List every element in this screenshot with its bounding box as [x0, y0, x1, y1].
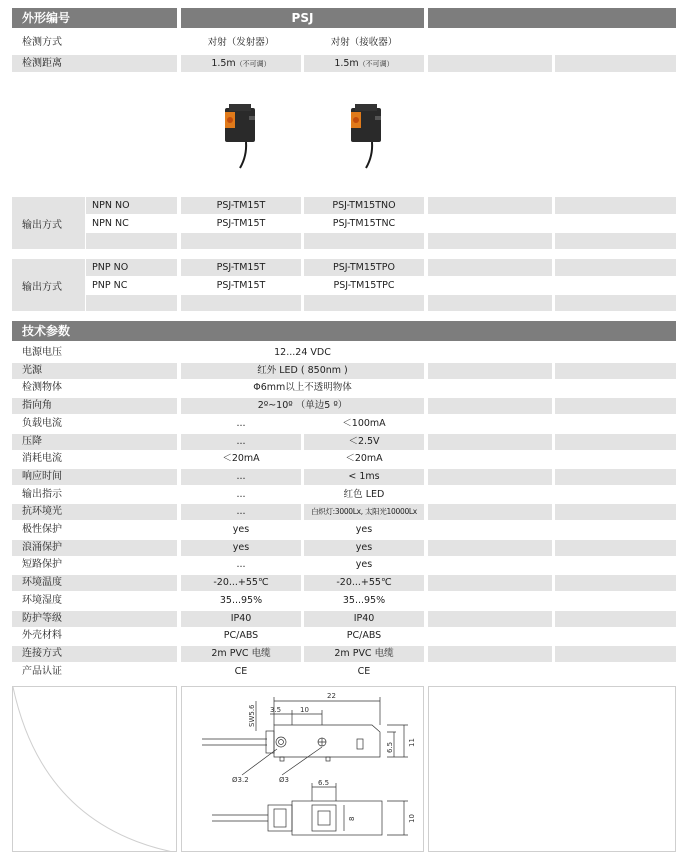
blank-cell: [428, 611, 552, 627]
blank-cell: [86, 295, 177, 311]
detect-distance-emitter: 1.5m（不可调）: [181, 55, 301, 72]
pnp-no-emitter: PSJ-TM15T: [181, 259, 301, 276]
npn-no-emitter: PSJ-TM15T: [181, 197, 301, 214]
blank-cell: [555, 504, 676, 520]
blank-cell: [428, 575, 552, 591]
spec-value-emitter: ...: [181, 504, 301, 520]
spec-value-receiver: 35...95%: [342, 595, 386, 606]
blank-cell: [428, 398, 552, 414]
npn-nc-receiver: PSJ-TM15TNC: [332, 218, 396, 229]
spec-value-emitter: yes: [232, 524, 250, 535]
bottom-left-panel: [12, 686, 177, 852]
spec-value-receiver: ＜100mA: [342, 418, 386, 429]
spec-label: 电源电压: [22, 347, 62, 358]
header-blank: [428, 8, 676, 28]
spec-value-emitter: ...: [181, 469, 301, 485]
spec-label: 环境湿度: [22, 595, 62, 606]
dim-22: 22: [327, 692, 336, 700]
spec-label: 指向角: [12, 398, 177, 414]
spec-label: 检测物体: [22, 382, 62, 393]
dimension-drawing: [181, 686, 424, 852]
blank-cell: [555, 434, 676, 450]
spec-value: 2º~10º （单边5 º）: [181, 398, 424, 414]
spec-label: 输出指示: [22, 489, 62, 500]
spec-value-emitter: ＜20mA: [222, 453, 260, 464]
blank-cell: [428, 469, 552, 485]
header-title: 外形编号: [12, 8, 177, 28]
spec-value-receiver: yes: [304, 540, 424, 556]
blank-cell: [555, 55, 676, 72]
spec-value-receiver: 红色 LED: [343, 489, 385, 500]
spec-value-emitter: yes: [181, 540, 301, 556]
spec-value-receiver: PC/ABS: [346, 630, 382, 641]
blank-cell: [304, 233, 424, 249]
pnp-no-receiver: PSJ-TM15TPO: [304, 259, 424, 276]
spec-label: 外壳材料: [22, 630, 62, 641]
blank-cell: [555, 363, 676, 379]
spec-value-receiver: yes: [355, 524, 373, 535]
detect-method-receiver: 对射（接收器）: [330, 37, 398, 48]
pnp-no-type: PNP NO: [86, 259, 177, 276]
dim-dia-3: Ø3: [279, 776, 289, 784]
spec-value-emitter: IP40: [181, 611, 301, 627]
spec-value-emitter: ...: [236, 559, 246, 570]
receiver-product-image: [342, 100, 392, 170]
blank-cell: [428, 540, 552, 556]
spec-value: 12...24 VDC: [274, 347, 331, 358]
blank-cell: [428, 197, 552, 214]
spec-value-receiver: yes: [355, 559, 373, 570]
blank-cell: [555, 259, 676, 276]
blank-cell: [555, 197, 676, 214]
dim-sw5-6: SW5.6: [248, 704, 256, 727]
dim-11: 11: [408, 738, 416, 747]
spec-label: 防护等级: [12, 611, 177, 627]
blank-cell: [428, 233, 552, 249]
header-model: PSJ: [181, 8, 424, 28]
blank-cell: [428, 363, 552, 379]
pnp-group-label: 输出方式: [12, 259, 85, 311]
blank-cell: [555, 398, 676, 414]
blank-cell: [428, 259, 552, 276]
spec-label: 光源: [12, 363, 177, 379]
blank-cell: [555, 469, 676, 485]
npn-nc-emitter: PSJ-TM15T: [216, 218, 266, 229]
spec-value-emitter: -20...+55℃: [181, 575, 301, 591]
blank-cell: [555, 575, 676, 591]
spec-value-emitter: PC/ABS: [223, 630, 259, 641]
spec-value-emitter: 2m PVC 电缆: [181, 646, 301, 662]
dim-3-5: 3.5: [270, 706, 282, 714]
spec-value-receiver: IP40: [304, 611, 424, 627]
blank-cell: [555, 295, 676, 311]
npn-group-label: 输出方式: [12, 197, 85, 249]
npn-no-receiver: PSJ-TM15TNO: [304, 197, 424, 214]
emitter-product-image: [216, 100, 266, 170]
spec-label: 短路保护: [22, 559, 62, 570]
blank-cell: [428, 434, 552, 450]
blank-cell: [555, 611, 676, 627]
blank-cell: [555, 646, 676, 662]
blank-cell: [428, 55, 552, 72]
detect-distance-receiver: 1.5m（不可调）: [304, 55, 424, 72]
blank-cell: [304, 295, 424, 311]
spec-label: 抗环境光: [12, 504, 177, 520]
spec-label: 消耗电流: [22, 453, 62, 464]
spec-value: 红外 LED ( 850nm ): [181, 363, 424, 379]
dim-10: 10: [300, 706, 309, 714]
detect-method-label: 检测方式: [22, 37, 62, 48]
spec-value-receiver: 白炽灯:3000Lx, 太阳光10000Lx: [304, 504, 424, 520]
spec-value-receiver: < 1ms: [304, 469, 424, 485]
spec-value-receiver: CE: [357, 666, 371, 677]
spec-value-emitter: 35...95%: [219, 595, 263, 606]
specs-title: 技术参数: [12, 321, 676, 341]
dim-6-5-bottom: 6.5: [318, 779, 330, 787]
blank-cell: [181, 233, 301, 249]
detect-method-emitter: 对射（发射器）: [207, 37, 275, 48]
spec-label: 环境温度: [12, 575, 177, 591]
npn-nc-type: NPN NC: [92, 218, 129, 229]
pnp-nc-type: PNP NC: [92, 280, 128, 291]
pnp-nc-receiver: PSJ-TM15TPC: [333, 280, 395, 291]
blank-cell: [86, 233, 177, 249]
spec-label: 压降: [12, 434, 177, 450]
spec-value-receiver: 2m PVC 电缆: [304, 646, 424, 662]
dim-dia-3-2: Ø3.2: [232, 776, 249, 784]
spec-label: 产品认证: [22, 666, 62, 677]
npn-no-type: NPN NO: [86, 197, 177, 214]
dim-8: 8: [348, 816, 356, 821]
spec-label: 浪涌保护: [12, 540, 177, 556]
dim-6-5: 6.5: [386, 741, 394, 753]
spec-value-emitter: ...: [236, 418, 246, 429]
spec-label: 响应时间: [12, 469, 177, 485]
spec-value: Φ6mm以上不透明物体: [253, 382, 352, 393]
blank-cell: [555, 233, 676, 249]
blank-cell: [428, 295, 552, 311]
blank-cell: [555, 540, 676, 556]
bottom-right-panel: [428, 686, 676, 852]
detect-distance-label: 检测距离: [12, 55, 177, 72]
spec-label: 连接方式: [12, 646, 177, 662]
spec-value-receiver: ＜20mA: [345, 453, 383, 464]
blank-cell: [428, 504, 552, 520]
spec-value-receiver: -20...+55℃: [304, 575, 424, 591]
spec-label: 负载电流: [22, 418, 62, 429]
spec-label: 极性保护: [22, 524, 62, 535]
dim-10-bottom: 10: [408, 814, 416, 823]
blank-cell: [428, 646, 552, 662]
blank-cell: [181, 295, 301, 311]
pnp-nc-emitter: PSJ-TM15T: [216, 280, 266, 291]
spec-value-emitter: ...: [236, 489, 246, 500]
spec-value-emitter: CE: [234, 666, 248, 677]
spec-value-receiver: ＜2.5V: [304, 434, 424, 450]
spec-value-emitter: ...: [181, 434, 301, 450]
